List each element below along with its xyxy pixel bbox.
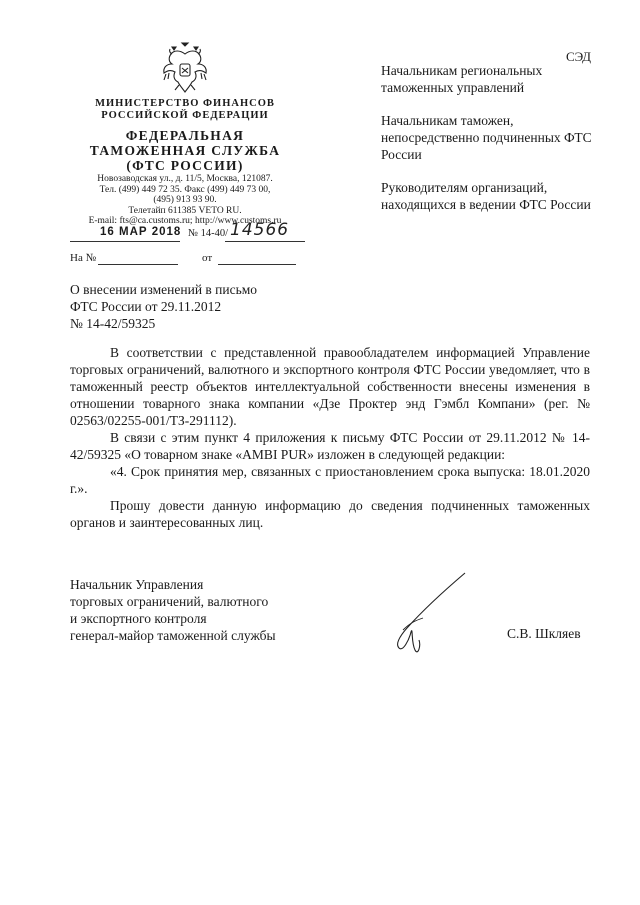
body-paragraph: В связи с этим пункт 4 приложения к письму ФТС России от 29.11.2012 № 14-42/59325 «О товарном знаке «AMBI PUR» изложен в следующей редакции: <box>70 430 590 462</box>
address-line: Телетайп 611385 VETO RU. <box>128 205 242 216</box>
position-line: Начальник Управления <box>70 577 204 592</box>
contact-address <box>60 174 310 227</box>
letter-subject <box>70 281 310 332</box>
addressee: Начальникам таможен, непосредственно подчиненных ФТС России <box>381 113 592 162</box>
address-line: E-mail: fts@ca.customs.ru; http://www.customs.ru <box>88 216 282 226</box>
registration-date-stamp: 16 МАР 2018 <box>100 226 182 238</box>
subject-line: № 14-42/59325 <box>70 316 156 331</box>
ministry-line: РОССИЙСКОЙ ФЕДЕРАЦИИ <box>101 110 269 121</box>
position-line: и экспортного контроля <box>70 611 207 626</box>
signer-position <box>70 576 330 644</box>
reference-date-blank <box>218 264 296 265</box>
registration-number-handwritten: 14566 <box>230 220 290 240</box>
number-underline <box>225 241 305 242</box>
reference-number-blank <box>98 264 178 265</box>
position-line: генерал-майор таможенной службы <box>70 628 276 643</box>
addressee: Начальникам региональных таможенных управлений <box>381 63 543 95</box>
service-name <box>60 128 310 173</box>
handwritten-signature <box>385 570 475 660</box>
position-line: торговых ограничений, валютного <box>70 594 269 609</box>
body-paragraph: Прошу довести данную информацию до сведения подчиненных таможенных органов и заинтересованных лиц. <box>70 498 590 530</box>
body-paragraph: В соответствии с представленной правообладателем информацией Управление торговых ограничений, валютного и экспортного контроля ФТС России уведомляет, что в таможенный реестр объектов интеллектуальной собственности внесены изменения в отношении товарного знака компании «Дзе Проктер энд Гэмбл Компани» (рег. № 02563/02255-001/ТЗ-291112). <box>70 345 590 428</box>
ministry-name <box>60 98 310 122</box>
address-line: (495) 913 93 90. <box>153 195 217 205</box>
subject-line: О внесении изменений в письмо <box>70 282 258 297</box>
address-line: Тел. (499) 449 72 35. Факс (499) 449 73 00, <box>99 184 271 195</box>
subject-line: ФТС России от 29.11.2012 <box>70 299 222 314</box>
service-line: (ФТС РОССИИ) <box>126 158 244 173</box>
date-underline <box>70 241 180 242</box>
reference-date-label: от <box>202 252 213 264</box>
service-line: ФЕДЕРАЛЬНАЯ <box>125 128 245 143</box>
address-line: Новозаводская ул., д. 11/5, Москва, 121087. <box>97 174 273 184</box>
reference-line <box>70 252 310 268</box>
body-quote: «4. Срок принятия мер, связанных с приостановлением срока выпуска: 18.01.2020 г.». <box>70 464 590 496</box>
addressee-block <box>381 62 611 229</box>
sed-mark: СЭД <box>566 49 592 64</box>
double-headed-eagle-icon <box>160 40 210 95</box>
signer-name: С.В. Шкляев <box>507 626 581 641</box>
addressee: Руководителям организаций, находящихся в ведении ФТС России <box>381 180 591 212</box>
reference-number-label: На № <box>70 252 97 264</box>
ministry-line: МИНИСТЕРСТВО ФИНАНСОВ <box>95 98 275 109</box>
registration-number-prefix: № 14-40/ <box>188 228 229 239</box>
service-line: ТАМОЖЕННАЯ СЛУЖБА <box>89 143 281 158</box>
letter-body <box>70 344 590 531</box>
